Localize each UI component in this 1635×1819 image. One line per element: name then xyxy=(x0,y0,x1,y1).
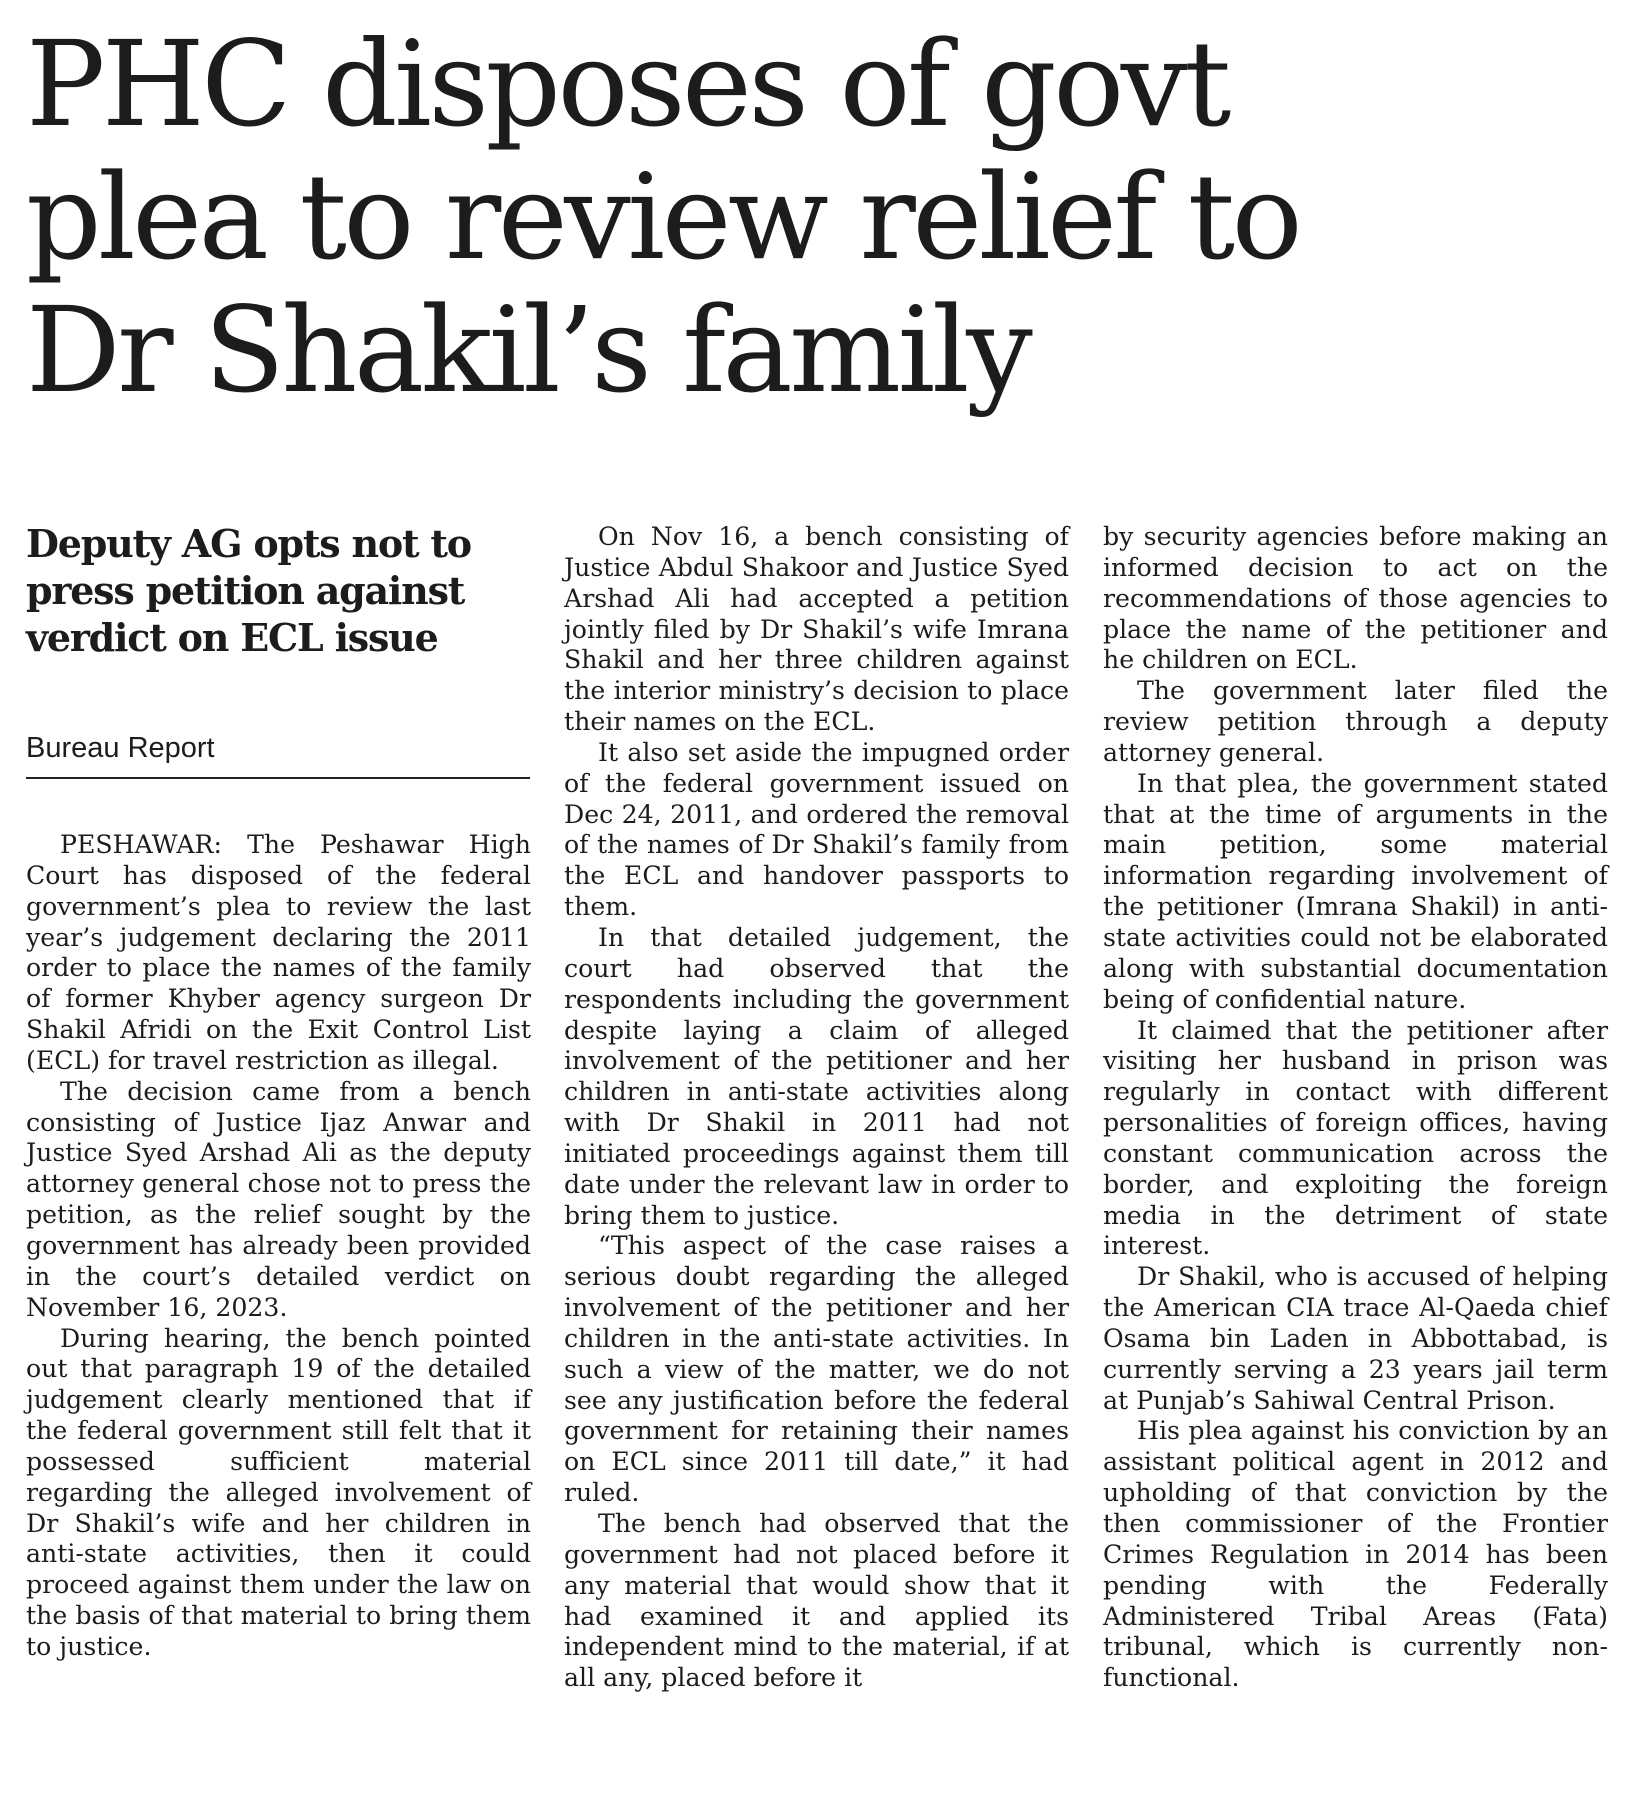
article-column-1 xyxy=(26,830,531,1663)
headline-line: PHC disposes of govt xyxy=(26,15,1228,153)
article-column-2 xyxy=(564,522,1069,1694)
paragraph: It claimed that the petitioner after visiting her husband in prison was regularly in contact with different personalities of foreign offices, having constant communication across the border, and exploiting the foreign media in the detriment of state interest. xyxy=(1103,1015,1608,1261)
paragraph: In that detailed judgement, the court had observed that the respondents including the government despite laying a claim of alleged involvement of the petitioner and her children in anti-state activities along with Dr Shakil in 2011 had not initiated proceedings against them till date under the relevant law in order to bring them to justice. xyxy=(564,922,1069,1230)
paragraph: It also set aside the impugned order of the federal government issued on Dec 24, 2011, and ordered the removal of the names of Dr Shakil’s family from the ECL and handover passports to them. xyxy=(564,737,1069,922)
subheadline-line: verdict on ECL issue xyxy=(26,615,438,660)
paragraph: “This aspect of the case raises a serious doubt regarding the alleged involvement of the petitioner and her children in the anti-state activities. In such a view of the matter, we do not see any justification before the federal government for retaining their names on ECL since 2011 till date,” it had ruled. xyxy=(564,1231,1069,1508)
paragraph: Dr Shakil, who is accused of helping the American CIA trace Al-Qaeda chief Osama bin Laden in Abbottabad, is currently serving a 23 years jail term at Punjab’s Sahiwal Central Prison. xyxy=(1103,1262,1608,1415)
subheadline xyxy=(26,520,526,661)
paragraph: In that plea, the government stated that at the time of arguments in the main petition, some material information regarding involvement of the petitioner (Imrana Shakil) in anti-state activities could not be elaborated along with substantial documentation being of confidential nature. xyxy=(1103,768,1608,1014)
subheadline-line: press petition against xyxy=(26,568,465,613)
byline: Bureau Report xyxy=(26,731,530,779)
paragraph: On Nov 16, a bench consisting of Justice Abdul Shakoor and Justice Syed Arshad Ali had accepted a petition jointly filed by Dr Shakil’s wife Imrana Shakil and her three children against the interior ministry’s decision to place their names on the ECL. xyxy=(564,522,1069,737)
paragraph: The bench had observed that the government had not placed before it any material that would show that it had examined it and applied its independent mind to the material, if at all any, placed before it xyxy=(564,1509,1069,1693)
subheadline-line: Deputy AG opts not to xyxy=(26,521,471,566)
paragraph: His plea against his conviction by an assistant political agent in 2012 and upholding of that conviction by the then commissioner of the Frontier Crimes Regulation in 2014 has been pending with the Federally Administered Tribal Areas (Fata) tribunal, which is currently non-functional. xyxy=(1103,1416,1608,1693)
paragraph: The decision came from a bench consisting of Justice Ijaz Anwar and Justice Syed Arshad Ali as the deputy attorney general chose not to press the petition, as the relief sought by the government has already been provided in the court’s detailed verdict on November 16, 2023. xyxy=(26,1076,531,1322)
article-column-3 xyxy=(1103,522,1608,1694)
paragraph: The government later filed the review petition through a deputy attorney general. xyxy=(1103,676,1608,767)
headline xyxy=(26,15,1616,419)
headline-line: plea to review relief to xyxy=(26,148,1300,286)
paragraph-continued: by security agencies before making an informed decision to act on the recommendations of those agencies to place the name of the petitioner and he children on ECL. xyxy=(1103,522,1608,675)
headline-line: Dr Shakil’s family xyxy=(26,281,1030,419)
paragraph: PESHAWAR: The Peshawar High Court has disposed of the federal government’s plea to review the last year’s judgement declaring the 2011 order to place the names of the family of former Khyber agency surgeon Dr Shakil Afridi on the Exit Control List (ECL) for travel restriction as illegal. xyxy=(26,830,531,1075)
paragraph: During hearing, the bench pointed out that paragraph 19 of the detailed judgement clearly mentioned that if the federal government still felt that it possessed sufficient material regarding the alleged involvement of Dr Shakil’s wife and her children in anti-state activities, then it could proceed against them under the law on the basis of that material to bring them to justice. xyxy=(26,1323,531,1661)
